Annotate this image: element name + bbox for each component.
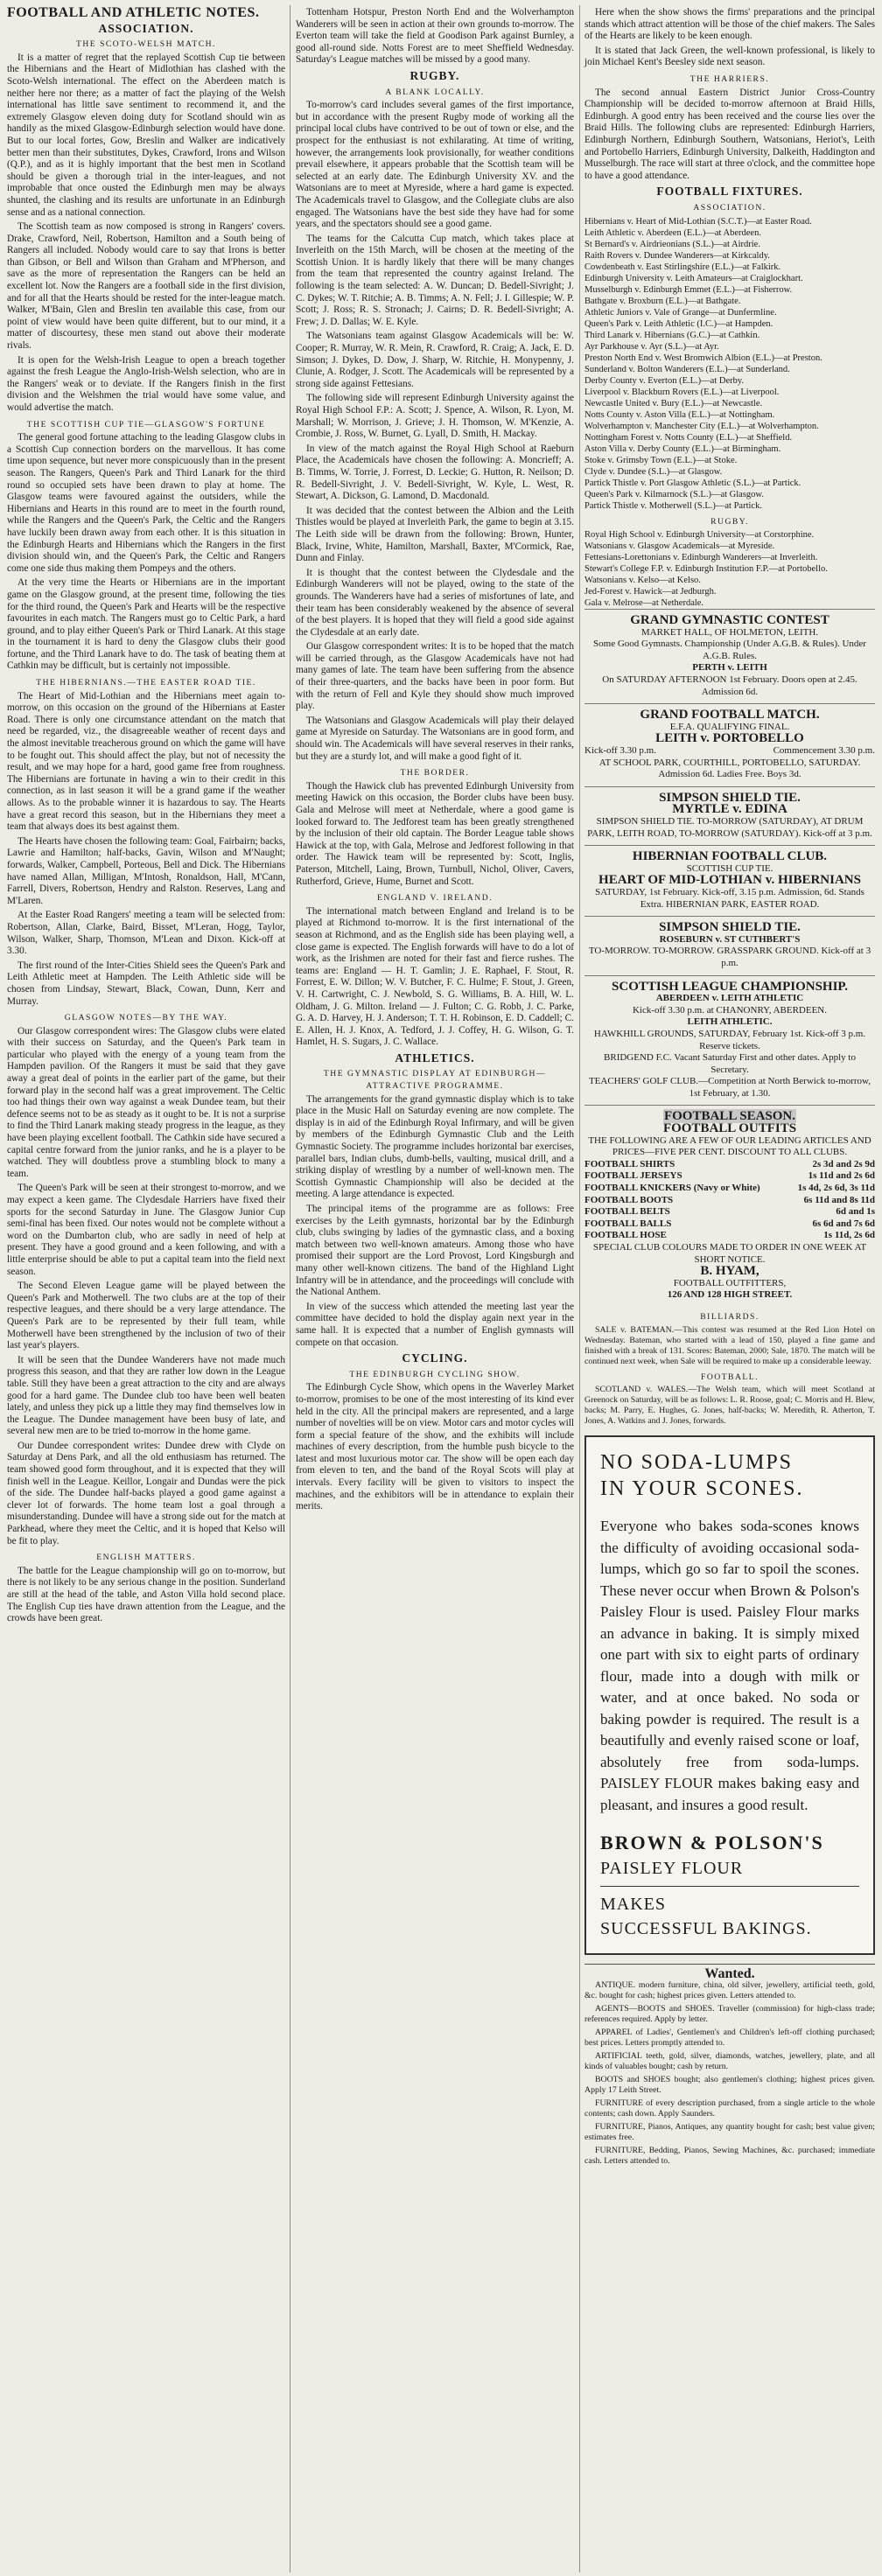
fixture-item: Sunderland v. Bolton Wanderers (E.L.)—at Sunderland. (584, 364, 790, 374)
subheading: ASSOCIATION. (693, 202, 766, 213)
price-row (584, 1159, 875, 1171)
ad-line: HEART OF MID-LOTHIAN v. HIBERNIANS (598, 873, 861, 888)
fixture-item: Derby County v. Everton (E.L.)—at Derby. (584, 375, 745, 386)
paragraph: In view of the match against the Royal High School at Raeburn Place, the Academicals have chosen the following: A. Moncrieff; A. B. Timms, W. Torrie, J. Forrest, D. Leckie; G. Hutton, R. Neilson; D. R. Bedell-Sivright, J. V. Bedell-Sivright, W. Kyle, L. West, R. Stewart, A. Dickson, G. Lamond, D. Macdonald. (296, 443, 574, 502)
paragraph: The Hearts have chosen the following team: Goal, Fairbairn; backs, Lawrie and Hamilton; half-backs, Gavin, Wilson and M'Naught; forwards, Walker, Campbell, Porteous, Bell and Dick. The Hibernians have named Allan, Milligan, M'Intosh, Ronaldson, Hall, M'Cann, Farrell, Divers, Robertson, Hendry and Ralston. Reserves, Lang and M'Laren. (7, 835, 285, 906)
fixture-item: Notts County v. Aston Villa (E.L.)—at Nottingham. (584, 409, 775, 420)
fixture-item: Fettesians-Lorettonians v. Edinburgh Wanderers—at Inverleith. (584, 553, 818, 563)
fixture-item: Preston North End v. West Bromwich Albion (E.L.)—at Preston. (584, 353, 822, 363)
ad-brand: BROWN & POLSON'S (600, 1832, 824, 1854)
subheading: THE HARRIERS. (690, 73, 770, 84)
paragraph: Our Dundee correspondent writes: Dundee drew with Clyde on Saturday at Dens Park, and all the old enthusiasm has returned. The team showed good form throughout, and it is expected that they will finish well in the League. Keillor, Longair and Dundas were the pick of the side. The Dundee half-backs played a good game against a clever lot of forwards. The home team lost a goal through a misunderstanding. Dundee will have a strong side out for the match at Parkhead, where they meet the Celtic, and it is hoped that Kelso will be fit to play. (7, 1440, 285, 1546)
paragraph: Here when the show shows the firms' preparations and the principal stands which attract attention will be those of the chief makers. The Sales of the Hearts are likely to be keen enough. (584, 7, 876, 42)
ad-line: HAWKHILL GROUNDS, SATURDAY, February 1st. Kick-off 3 p.m. Reserve tickets. (593, 1028, 866, 1051)
paragraph: The Edinburgh Cycle Show, which opens in the Waverley Market to-morrow, promises to be one of the most interesting of its kind ever held in the city. All the principal makers are represented, and a large number of novelties will be on view. Motor cars and motor cycles will form a special feature of the show, and the exhibits will include machines of every description, from the humble push bicycle to the latest and most luxurious motor car. The show will be open each day from eleven to ten, and the band of the Royal Scots will play at intervals. Every facility will be given to visitors to inspect the machines, and the exhibitors will be in attendance to explain their merits. (296, 1382, 574, 1512)
fixtures-heading: FOOTBALL FIXTURES. (656, 185, 803, 199)
paragraph: Though the Hawick club has prevented Edinburgh University from meeting Hawick on this occasion, the Border clubs have been busy. Gala and Melrose will meet at Netherdale, where a good game is looked forward to. The Jedforest team has been greatly strengthened by the inclusion of their old captain. The Border League table shows Hawick at the top, with Gala, Melrose and Jedforest following in that order. The Hawick team will be represented by: Scott, Inglis, Paterson, Mitchell, Laing, Brown, Turnbull, Nichol, Oliver, Cavers, Rutherford, Grieve, Hume, Burnet and Scott. (296, 780, 574, 887)
paragraph: Tottenham Hotspur, Preston North End and the Wolverhampton Wanderers will be seen in action at their own grounds to-morrow. The Everton team will take the field at Goodison Park against Burnley, a good all-round side. Notts Forest are to meet Sheffield Wednesday. Saturday's League matches will be missed by a good many. (296, 7, 574, 66)
ad-line: Commencement 3.30 p.m. (773, 745, 875, 757)
wanted-heading: Wanted. (584, 1964, 875, 1980)
paragraph: It is open for the Welsh-Irish League to open a breach together against the fresh League the Anglo-Irish-Welsh selection, who are in the Rangers' weak or to deviate. If the Rangers finish in the first division and the Welshmen the trial would have some value, and would advertise the match. (7, 354, 285, 413)
paragraph: In view of the success which attended the meeting last year the committee have decided to hold the display again next year in the same hall. It is expected that a number of English gymnasts will compete on that occasion. (296, 1301, 574, 1348)
page-title: FOOTBALL AND ATHLETIC NOTES. (7, 5, 260, 20)
fixture-item: Stoke v. Grimsby Town (E.L.)—at Stoke. (584, 455, 738, 465)
ad-heading: GRAND GYMNASTIC CONTEST (630, 613, 830, 628)
paragraph: SALE v. BATEMAN.—This contest was resumed at the Red Lion Hotel on Wednesday. Bateman, who started with a lead of 150, played a fine game and finished with a break of 131. Scores: Bateman, 2000; Sale, 1870. The match will be continued next week, when Sale will be required to make up a considerable leeway. (584, 1324, 875, 1366)
price-item: FOOTBALL SHIRTS (584, 1158, 676, 1169)
subheading: THE GYMNASTIC DISPLAY AT EDINBURGH—ATTRACTIVE PROGRAMME. (323, 1069, 547, 1092)
column-rule (579, 5, 580, 2573)
fixture-item: Newcastle United v. Bury (E.L.)—at Newcastle. (584, 398, 763, 408)
section-heading: ATHLETICS. (395, 1051, 475, 1065)
paragraph: The international match between England and Ireland is to be played at Richmond to-morrow. It is the first international of the season at Richmond, and as the English side has been playing well, a close game is expected. The English forwards will have to do a lot of work, as the Irishmen are noted for their fast and fierce rushes. The teams are: England — H. T. Gamlin; J. E. Raphael, F. Stout, R. Forrest, E. W. Dillon; W. V. Butcher, F. C. Hulme; F. Stout, J. Green, V. H. Cartwright, C. J. Newbold, S. G. Williams, B. A. Hill, W. L. Oldham, J. G. Milton. Ireland — J. Fulton; C. G. Robb, J. C. Parke, G. A. D. Harvey, H. J. Anderson; T. T. H. Robinson, E. D. Caddell; C. E. Allen, H. J. Knox, A. Tedford, J. J. Coffey, H. G. Wilson, G. T. Hamlet, H. S. Sugars, J. C. Wallace. (296, 905, 574, 1048)
column-1 (7, 7, 285, 1628)
fixture-item: Stewart's College F.P. v. Edinburgh Institution F.P.—at Portobello. (584, 564, 828, 575)
paragraph: At the very time the Hearts or Hibernians are in the important game on the Glasgow ground, at the present time, following the ties for the third round, the Queen's Park and Hearts will be the respective favourites in each match. The Rangers must go to Celtic Park, a hard ground, and to play either Queen's Park or Third Lanark. At this stage in the tournament it is hard to deny the Glasgow clubs their good fortune, and the Third Lanark have to do. The task of beating them at Cathkin may be difficult, but is certainly not impossible. (7, 577, 285, 672)
rugby-fixtures-list (584, 529, 875, 609)
fixtures-list (584, 216, 875, 512)
section-heading: RUGBY. (410, 68, 460, 82)
section-heading: CYCLING. (402, 1351, 468, 1365)
grand-football-match-ad (584, 703, 875, 786)
price-value: 1s 4d, 2s 6d, 3s 11d (797, 1183, 875, 1194)
price-value: 1s 11d, 2s 6d (823, 1230, 875, 1241)
ad-brand: PAISLEY FLOUR (600, 1859, 744, 1879)
paragraph: The general good fortune attaching to the leading Glasgow clubs in a Scottish Cup connection borders on the marvellous. It has come time upon sequence, but never more conspicuously than in the present season. The Rangers, Queen's Park and Third Lanark for the third round so occupied sets have been drawn to play at home. The Glasgow teams were favoured against the outsiders, while the Hibernians and Hearts in this round are to meet in the fourth round, while the Rangers and the Queen's Park, the Celtic and the Rangers have luckily been drawn away from each other. It is this situation in the Edinburgh Hearts and Hibernians which the Rangers in the first division should win, and the Queen's Park, the Celtic and Rangers come one side thus making them Pompeys and the others. (7, 432, 285, 574)
fixture-item: Cowdenbeath v. East Stirlingshire (E.L.)—at Falkirk. (584, 262, 781, 272)
price-row (584, 1206, 875, 1218)
ad-heading: GRAND FOOTBALL MATCH. (640, 708, 820, 723)
ad-tagline: MAKES (600, 1895, 667, 1915)
ad-tagline: SUCCESSFUL BAKINGS. (600, 1919, 812, 1939)
ad-line: SCOTTISH CUP TIE. (686, 862, 774, 874)
ad-line: BRIDGEND F.C. Vacant Saturday First and other dates. Apply to Secretary. (604, 1052, 856, 1075)
ad-line: 126 AND 128 HIGH STREET. (667, 1289, 793, 1301)
price-item: FOOTBALL HOSE (584, 1230, 667, 1241)
paragraph: It will be seen that the Dundee Wanderers have not made much progress this season, and that they are rather low down in the League table. Still they have been a great attraction to the city and are always good for a hard game. The Dundee club too have been well beaten lately, and unless they pick up a little they may find themselves low in the League. The Dundee management have been busy of late, and several new men are to be tried to-morrow in the home game. (7, 1354, 285, 1437)
paragraph: Our Glasgow correspondent writes: It is to be hoped that the match will be carried through, as the Glasgow Academicals have not had many games of late. The team have been suffering from the absence of their three-quarters, and the backs have been in poor form. But with the return of Fell and Kyle they should show much improved play. (296, 641, 574, 712)
fixture-item: Nottingham Forest v. Notts County (E.L.)—at Sheffield. (584, 432, 793, 443)
ad-line: LEITH v. PORTOBELLO (655, 731, 804, 746)
wanted-item: ARTIFICIAL teeth, gold, silver, diamonds, watches, jewellery, plate, and all kinds of valuables bought; cash by return. (584, 2050, 875, 2071)
subheading: ENGLAND V. IRELAND. (376, 893, 494, 904)
subheading: FOOTBALL. (701, 1372, 759, 1382)
wanted-item: BOOTS and SHOES bought; also gentlemen's clothing; highest prices given. Apply 17 Leith Street. (584, 2074, 875, 2095)
wanted-item: FURNITURE of every description purchased, from a single article to the whole contents; cash down. Apply Saunders. (584, 2098, 875, 2119)
ad-line: TO-MORROW. TO-MORROW. GRASSPARK GROUND. Kick-off at 3 p.m. (588, 946, 872, 968)
subheading: GLASGOW NOTES—BY THE WAY. (64, 1013, 228, 1023)
ad-line: ROSEBURN v. ST CUTHBERT'S (659, 933, 801, 945)
ad-line: On SATURDAY AFTERNOON 1st February. Doors open at 2.45. Admission 6d. (602, 674, 858, 697)
ad-heading: FOOTBALL OUTFITS (662, 1121, 797, 1136)
paragraph: The second annual Eastern District Junior Cross-Country Championship will be decided to-morrow afternoon at Braid Hills, Edinburgh. A good entry has been received and the course lies over the Braid Hills. The following clubs are represented: Edinburgh Harriers, Edinburgh Northern, Edinburgh Southern, Watsonians, Heriot's, Leith and Portobello Harriers, Edinburgh University, Dalkeith, Haddington and Musselburgh. The race will start at three o'clock, and the committee hope to have a good attendance. (584, 87, 875, 181)
fixture-item: Raith Rovers v. Dundee Wanderers—at Kirkcaldy. (584, 250, 770, 261)
price-list (584, 1159, 875, 1242)
ad-line: ABERDEEN v. LEITH ATHLETIC (655, 993, 804, 1004)
hibernian-ad (584, 845, 875, 916)
fixture-item: Clyde v. Dundee (S.L.)—at Glasgow. (584, 466, 723, 477)
ad-heading: NO SODA-LUMPS (600, 1451, 794, 1475)
price-row (584, 1218, 875, 1231)
wanted-item: APPAREL of Ladies', Gentlemen's and Children's left-off clothing purchased; best prices. Letters promptly attended to. (584, 2027, 875, 2048)
price-value: 6s 6d and 7s 6d (812, 1218, 875, 1229)
subheading: THE SCOTTISH CUP TIE—GLASGOW'S FORTUNE (26, 419, 266, 429)
price-value: 6d and 1s (836, 1206, 875, 1218)
price-value: 1s 11d and 2s 6d (808, 1170, 875, 1182)
price-row (584, 1170, 875, 1183)
ad-line: SPECIAL CLUB COLOURS MADE TO ORDER IN ONE WEEK AT SHORT NOTICE. (592, 1242, 867, 1265)
wanted-item: ANTIQUE. modern furniture, china, old silver, jewellery, artificial teeth, gold, &c. bought for cash; highest prices given. Letters attended to. (584, 1979, 875, 2000)
ad-line: Kick-off 3.30 p.m. (584, 745, 656, 757)
paragraph: The Second Eleven League game will be played between the Queen's Park and Motherwell. The two clubs are at the top of their respective leagues, and there should be a very large attendance. The Queen's Park are to be represented by their full team, while Motherwell have been strengthened by the inclusion of two of their last year's players. (7, 1281, 285, 1351)
paragraph: The first round of the Inter-Cities Shield sees the Queen's Park and Leith Athletic meet at Hampden. The Leith Athletic side will be chosen from Lindsay, Stewart, Black, Cowan, Dunn, Kerr and Murray. (7, 960, 285, 1007)
fixture-item: Royal High School v. Edinburgh University—at Corstorphine. (584, 530, 815, 541)
simpson-shield-ad (584, 786, 875, 845)
ad-body: Everyone who bakes soda-scones knows the difficulty of avoiding occasional soda-lumps, which go so far to spoil the scones. These never occur when Brown & Polson's Paisley Flour is used. Paisley Flour marks an advance in baking. It is simply mixed one part with six to eight parts of ordinary flour, made into a dough with milk or water, and at once baked. No soda or baking powder is required. The result is a beautifully and evenly raised scone or loaf, absolutely free from soda-lumps. PAISLEY FLOUR makes baking easy and pleasant, and insures a good result. (600, 1518, 859, 1813)
paragraph: It was decided that the contest between the Albion and the Leith Thistles would be played at Inverleith Park, the game to begin at 3.15. The Leith side will be drawn from the following: Brown, Hunter, Black, Irvine, White, Hamilton, Marshall, Baxter, M'Cormick, Rae, Dunn and Finlay. (296, 505, 574, 564)
paragraph: It is a matter of regret that the replayed Scottish Cup tie between the Hibernians and the Heart of Midlothian has clashed with the Scoto-Welsh international. The effect on the Aberdeen match is neither here nor there; as a matter of fact the playing of the Welsh international has little save sentiment to recommend it, and the extremely Glasgow eleven doing duty for Scotland should win as handily as the mixed Glasgow-Edinburgh selection would have done. But to our local fortes, Gow, Breslin and Walker are indicatively better men than their substitutes, Dykes, Crawford, Irons and Wilson (Q.P.), and as it is highly important that the best men in Scotland should be given a thorough trial in the inter-leagues, and not improbable that once ousted the Edinburgh men may be always shunted, the clashing and its results are unfortunate in an Edinburgh sense and as a national connection. (7, 52, 285, 218)
paragraph: The Heart of Mid-Lothian and the Hibernians meet again to-morrow, on this occasion on the ground of the Hibernians at Easter Road. There is only one circumstance attendant on the match that need be regarded, viz., the disagreeable weather of recent days and the almost inevitable treacherous ground on which the game will have to be fought out. This should affect the play, but not of necessity the result, and we may hope for a hard, good game free from roughness. The Hibernians are fortunate in having a win to their credit in this connection, as in last season it will be a grand game if the weather allows. As to the probable winner it is hazardous to say. The Hearts have a great record this season, but in the Hibernians they meet a team that always does its best against them. (7, 690, 285, 833)
ad-heading: SCOTTISH LEAGUE CHAMPIONSHIP. (612, 979, 848, 994)
ad-line: AT SCHOOL PARK, COURTHILL, PORTOBELLO, SATURDAY. Admission 6d. Ladies Free. Boys 3d. (598, 757, 861, 780)
paragraph: To-morrow's card includes several games of the first importance, but in accordance with the present Rugby mode of working all the principal local clubs have contrived to be out of town or else, and the prospect for the enthusiast is not exhilarating. At time of writing, however, the arrangements look provisionally, for weather conditions prevail elsewhere, it appears probable that the Scottish team will be selected at an early date. The Edinburgh University XV. and the Watsonians are to meet at Myreside, where a hard game is expected. The Academicals travel to Glasgow, and the Collegiate clubs are also engaged. The Watsonians have the best side they have had for some years, and the spectators should see a good game. (296, 100, 574, 230)
fixture-item: Gala v. Melrose—at Netherdale. (584, 598, 704, 609)
paragraph: The Watsonians team against Glasgow Academicals will be: W. Cooper; R. Murray, W. R. Mein, R. Crawford, R. Craig; A. Jack, E. D. Simson; J. Dykes, D. Dow, J. Sharp, W. Ritchie, H. Monypenny, J. Clunie, A. Rodger, J. Scott. The Academicals will be represented by a strong side against Fettesians. (296, 331, 574, 389)
scottish-league-ad (584, 975, 875, 1106)
column-3 (584, 7, 875, 2169)
paragraph: It is thought that the contest between the Clydesdale and the Edinburgh Wanderers will not be played, owing to the state of the grounds. The Wanderers have had a series of misfortunes of late, and their team has been considerably weakened by the absence of several of the best players. It is hoped that they will field a good side against the Clydesdale at an early date. (296, 567, 574, 638)
subheading: ENGLISH MATTERS. (96, 1553, 196, 1563)
subheading: THE HIBERNIANS.—THE EASTER ROAD TIE. (36, 678, 256, 688)
subheading: THE SCOTO-WELSH MATCH. (76, 39, 216, 50)
price-item: FOOTBALL KNICKERS (Navy or White) (584, 1183, 760, 1194)
simpson-shield-ad-2 (584, 916, 875, 974)
ad-line: Some Good Gymnasts. Championship (Under A.G.B. & Rules). Under A.G.B. Rules. (593, 639, 866, 661)
ad-line: THE FOLLOWING ARE A FEW OF OUR LEADING ARTICLES AND PRICES—FIVE PER CENT. DISCOUNT TO ALL CLUBS. (588, 1134, 872, 1158)
column-2 (296, 7, 574, 1516)
paragraph: The Scottish team as now composed is strong in Rangers' covers. Drake, Crawford, Neil, Robertson, Hamilton and a South being of Rangers all included. Nobody would care to say that Irons is better than Gibson, or Bell and Wilson than Graham and M'Pherson, and save as the more of representation the Rangers can be held an excellent lot. Now the Rangers are a football side in the first division, and for all that the Hearts should be rested for the inter-league match. Walker, M'Bain, Glen and Breslin ten available this case, from our point of view would have been quite different, but to our mind, it a matter of discourtesy, these men stand out above their moderate rivals. (7, 221, 285, 352)
price-value: 6s 11d and 8s 11d (803, 1194, 875, 1205)
fixture-item: St Bernard's v. Airdrieonians (S.L.)—at Airdrie. (584, 239, 760, 249)
ad-heading: B. HYAM, (700, 1264, 760, 1279)
paragraph: The teams for the Calcutta Cup match, which takes place at Inverleith on the 15th March, will be chosen at the meeting of the Scottish Union. It is hardly likely that there will be many changes from the team that represented the country against Ireland. The following is the team selected: A. W. Duncan; D. Bedell-Sivright; J. C. Dykes; W. T. Ritchie; A. B. Timms; A. N. Fell; J. I. Gillespie; W. P. Scott; J. Ross; R. S. Stronach; J. Cairns; D. R. Bedell-Sivright; A. Frew; J. D. Dallas; W. E. Kyle. (296, 233, 574, 327)
fixture-item: Wolverhampton v. Manchester City (E.L.)—at Wolverhampton. (584, 421, 819, 431)
season-heading: FOOTBALL SEASON. (663, 1109, 796, 1124)
ad-line: Kick-off 3.30 p.m. at CHANONRY, ABERDEEN. (632, 1004, 828, 1016)
paragraph: Our Glasgow correspondent wires: The Glasgow clubs were elated with their success on Saturday, and the Queen's Park team in particular who played with the energy of a young team from the Hampden pavilion. Of the Rangers it must be said that they gave away a great deal of points in the earlier part of the game, but their forward play in the second half was a great improvement. The Celtic too had things their own way against a weak Dundee team, but their defence seems not to be as steady as it ought to be. It is not a surprise to find the Third Lanark making steady progress in the league, as they have been playing excellent football. The Cathkin side have secured a capital centre forward from the junior ranks, and he is a player to be watched. They will doubtless prove a stumbling block to many a team. (7, 1025, 285, 1179)
paragraph: The arrangements for the grand gymnastic display which is to take place in the Music Hall on Saturday evening are now complete. The display is in aid of the Edinburgh Royal Infirmary, and will be given by members of the Edinburgh Gymnastic Club and the Leith Gymnastic Society. The programme includes horizontal bar exercises, parallel bars, Indian clubs, dumb-bells, vaulting, musical drill, and a striking display of wrestling by a number of well-known men. The Scottish Gymnastic Championship will also be decided at the meeting. A large attendance is expected. (296, 1093, 574, 1200)
ad-heading: HIBERNIAN FOOTBALL CLUB. (632, 849, 828, 864)
price-item: FOOTBALL JERSEYS (584, 1170, 682, 1182)
paragraph: The principal items of the programme are as follows: Free exercises by the Leith gymnasts, horizontal bar by the Edinburgh club, clubs swinging by ladies of the gymnastic class, and a boxing match between two well-known amateurs. Among those who have promised their support are the Lord Provost, Lord Kingsburgh and many other well-known citizens. The band of the Highland Light Infantry will be in attendance, and the proceedings will conclude with the National Anthem. (296, 1204, 574, 1298)
subheading: A BLANK LOCALLY. (385, 87, 485, 97)
paragraph: The Watsonians and Glasgow Academicals will play their delayed game at Myreside on Saturday. The Watsonians are in good form, and should win. The Academicals will have several reserves in their ranks, but they are a sturdy lot, and will make a good fight of it. (296, 715, 574, 762)
ad-line: MARKET HALL, OF HOLMETON, LEITH. (640, 626, 819, 638)
paragraph: The battle for the League championship will go on to-morrow, but there is not likely to be any serious change in the position. Sunderland are still at the head of the table, and Aston Villa hold second place. The English Cup ties have drawn attention from the League, and the crowds have been great. (7, 1565, 285, 1624)
ad-line: FOOTBALL OUTFITTERS, (673, 1277, 787, 1288)
fixture-item: Jed-Forest v. Hawick—at Jedburgh. (584, 587, 717, 597)
ad-line: E.F.A. QUALIFYING FINAL. (669, 721, 790, 732)
section-heading: ASSOCIATION. (98, 21, 194, 35)
ad-line: LEITH ATHLETIC. (687, 1016, 773, 1028)
wanted-item: AGENTS—BOOTS and SHOES. Traveller (commission) for high-class trade; references required. Apply by letter. (584, 2003, 875, 2024)
price-item: FOOTBALL BELTS (584, 1206, 670, 1218)
fixture-item: Bathgate v. Broxburn (E.L.)—at Bathgate. (584, 296, 741, 306)
ad-heading: SIMPSON SHIELD TIE. (659, 790, 801, 805)
fixture-item: Queen's Park v. Kilmarnock (S.L.)—at Glasgow. (584, 489, 764, 499)
price-item: FOOTBALL BALLS (584, 1218, 672, 1229)
price-item: FOOTBALL BOOTS (584, 1194, 674, 1205)
wanted-list (584, 1980, 875, 2167)
brown-polson-ad (584, 1435, 875, 1955)
ad-line: PERTH v. LEITH (692, 662, 767, 674)
subheading: BILLIARDS. (700, 1311, 760, 1322)
fixture-item: Watsonians v. Glasgow Academicals—at Myreside. (584, 541, 775, 552)
price-value: 2s 3d and 2s 9d (812, 1158, 875, 1169)
fixture-item: Edinburgh University v. Leith Amateurs—at Craiglockhart. (584, 273, 803, 283)
fixture-item: Partick Thistle v. Port Glasgow Athletic (S.L.)—at Partick. (584, 478, 802, 488)
subheading: RUGBY. (710, 516, 749, 527)
paragraph: The Queen's Park will be seen at their strongest to-morrow, and we may expect a keen game. The Clydesdale Harriers have fixed their sports for the second Saturday in June. The Glasgow Junior Cup semi-final has been fixed. Our notes would not be complete without a word on the Dumbarton club, who are sadly in need of help at present. They have a good ground and a keen following, and with a little enterprise should be able to put a capital team into the field next season. (7, 1183, 285, 1277)
ad-line: SATURDAY, 1st February. Kick-off, 3.15 p.m. Admission, 6d. Stands Extra. HIBERNIAN PARK, EASTER ROAD. (595, 886, 864, 910)
paragraph: SCOTLAND v. WALES.—The Welsh team, which will meet Scotland at Greenock on Saturday, will be as follows: L. R. Roose, goal; C. Morris and H. Blew, backs; M. Parry, E. Hughes, G. Jones, half-backs; W. Meredith, R. Atherton, T. Jones, A. Watkins and J. Jones, forwards. (584, 1385, 875, 1427)
ad-heading: SIMPSON SHIELD TIE. (659, 920, 801, 935)
ad-line: MYRTLE v. EDINA (672, 802, 788, 817)
paragraph: It is stated that Jack Green, the well-known professional, is likely to join Michael Kent's Beesley side next season. (584, 45, 875, 68)
ad-heading: IN YOUR SCONES. (600, 1477, 804, 1501)
fixture-item: Leith Athletic v. Aberdeen (E.L.)—at Aberdeen. (584, 227, 761, 238)
gymnastic-contest-ad (584, 609, 875, 703)
ad-line: SIMPSON SHIELD TIE. TO-MORROW (SATURDAY), AT DRUM PARK, LEITH ROAD, TO-MORROW (SATURDAY). Kick-off at 3 p.m. (587, 816, 872, 839)
paragraph: The following side will represent Edinburgh University against the Royal High School F.P.: A. Scott; J. Spence, A. Wilson, R. Lyon, M. Marshall; W. Morrison, J. Grieve; J. H. Thomson, W. M'Kenzie, A. Crombie, J. Ross, W. Burnet, G. Lyall, D. Smith, H. Mackay. (296, 393, 574, 440)
wanted-item: FURNITURE, Pianos, Antiques, any quantity bought for cash; best value given; estimates free. (584, 2121, 875, 2142)
ad-line: TEACHERS' GOLF CLUB.—Competition at North Berwick to-morrow, 1st February, at 1.30. (588, 1076, 872, 1099)
fixture-item: Queen's Park v. Leith Athletic (I.C.)—at Hampden. (584, 318, 774, 329)
hyam-outfitters-ad (584, 1105, 875, 1307)
price-row (584, 1195, 875, 1207)
fixture-item: Hibernians v. Heart of Mid-Lothian (S.C.T.)—at Easter Road. (584, 216, 812, 227)
fixture-item: Third Lanark v. Hibernians (G.C.)—at Cathkin. (584, 330, 760, 340)
fixture-item: Ayr Parkhouse v. Ayr (S.L.)—at Ayr. (584, 341, 719, 352)
wanted-item: FURNITURE, Bedding, Pianos, Sewing Machines, &c. purchased; immediate cash. Letters attended to. (584, 2145, 875, 2166)
paragraph: At the Easter Road Rangers' meeting a team will be selected from: Robertson, Allan, Clarke, Baird, Bisset, M'Leran, Hogg, Taylor, Wilson, Walker, Sharp, Thomson, M'Lean and Dixon. Kick-off at 3.30. (7, 910, 285, 957)
price-row (584, 1183, 875, 1195)
fixture-item: Musselburgh v. Edinburgh Emmet (E.L.)—at Fisherrow. (584, 284, 793, 295)
price-row (584, 1230, 875, 1242)
fixture-item: Aston Villa v. Derby County (E.L.)—at Birmingham. (584, 443, 781, 454)
fixture-item: Partick Thistle v. Motherwell (S.L.)—at Partick. (584, 500, 762, 511)
subheading: THE BORDER. (400, 768, 470, 778)
fixture-item: Athletic Juniors v. Vale of Grange—at Dunfermline. (584, 307, 777, 318)
fixture-item: Liverpool v. Blackburn Rovers (E.L.)—at Liverpool. (584, 387, 780, 397)
fixture-item: Watsonians v. Kelso—at Kelso. (584, 576, 701, 586)
subheading: THE EDINBURGH CYCLING SHOW. (349, 1369, 521, 1379)
